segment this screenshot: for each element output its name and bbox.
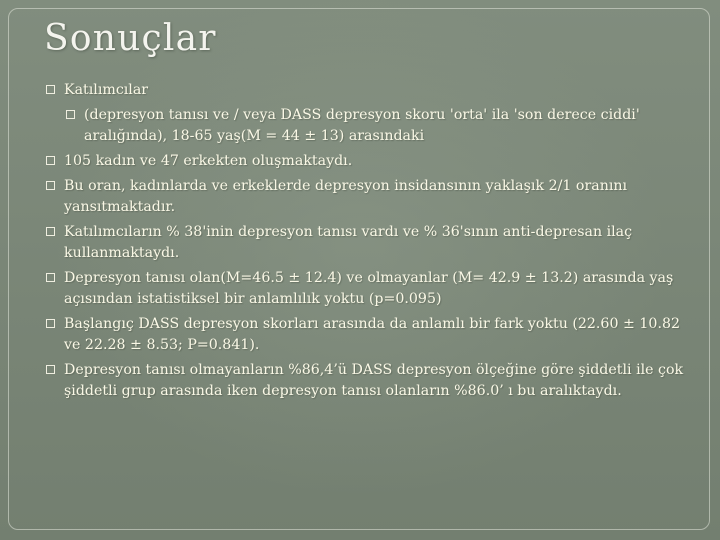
checkbox-bullet-icon <box>46 319 55 328</box>
bullet-text: 105 kadın ve 47 erkekten oluşmaktaydı. <box>64 153 353 169</box>
bullet-list <box>46 80 686 406</box>
bullet-text: Depresyon tanısı olmayanların %86,4’ü DASS depresyon ölçeğine göre şiddetli ile çok şiddetli grup arasında iken depresyon tanısı olanların %86.0’ ı bu aralıktaydı. <box>64 362 684 399</box>
slide-title: Sonuçlar <box>44 18 217 59</box>
checkbox-bullet-icon <box>46 227 55 236</box>
bullet-text: (depresyon tanısı ve / veya DASS depresyon skoru 'orta' ila 'son derece ciddi' aralığında), 18-65 yaş(M = 44 ± 13) arasındaki <box>84 107 640 144</box>
sub-bullet-item-criteria <box>66 105 686 147</box>
checkbox-bullet-icon <box>46 273 55 282</box>
bullet-text: Başlangıç DASS depresyon skorları arasında da anlamlı bir fark yoktu (22.60 ± 10.82 ve 22.28 ± 8.53; P=0.841). <box>64 316 681 353</box>
bullet-item-age-comparison <box>46 268 686 310</box>
checkbox-bullet-icon <box>46 156 55 165</box>
checkbox-bullet-icon <box>46 85 55 94</box>
bullet-item-severity <box>46 360 686 402</box>
bullet-item-baseline-scores <box>46 314 686 356</box>
bullet-text: Depresyon tanısı olan(M=46.5 ± 12.4) ve olmayanlar (M= 42.9 ± 13.2) arasında yaş açısından istatistiksel bir anlamlılık yoktu (p=0.095) <box>64 270 674 307</box>
checkbox-bullet-icon <box>66 110 75 119</box>
bullet-item-diagnosis-rate <box>46 222 686 264</box>
bullet-text: Katılımcıların % 38'inin depresyon tanısı vardı ve % 36'sının anti-depresan ilaç kullanmaktaydı. <box>64 224 633 261</box>
bullet-item-ratio <box>46 176 686 218</box>
bullet-item-gender-count <box>46 151 686 172</box>
bullet-text: Bu oran, kadınlarda ve erkeklerde depresyon insidansının yaklaşık 2/1 oranını yansıtmaktadır. <box>64 178 628 215</box>
checkbox-bullet-icon <box>46 365 55 374</box>
checkbox-bullet-icon <box>46 181 55 190</box>
bullet-item-participants <box>46 80 686 101</box>
bullet-text: Katılımcılar <box>64 82 149 98</box>
